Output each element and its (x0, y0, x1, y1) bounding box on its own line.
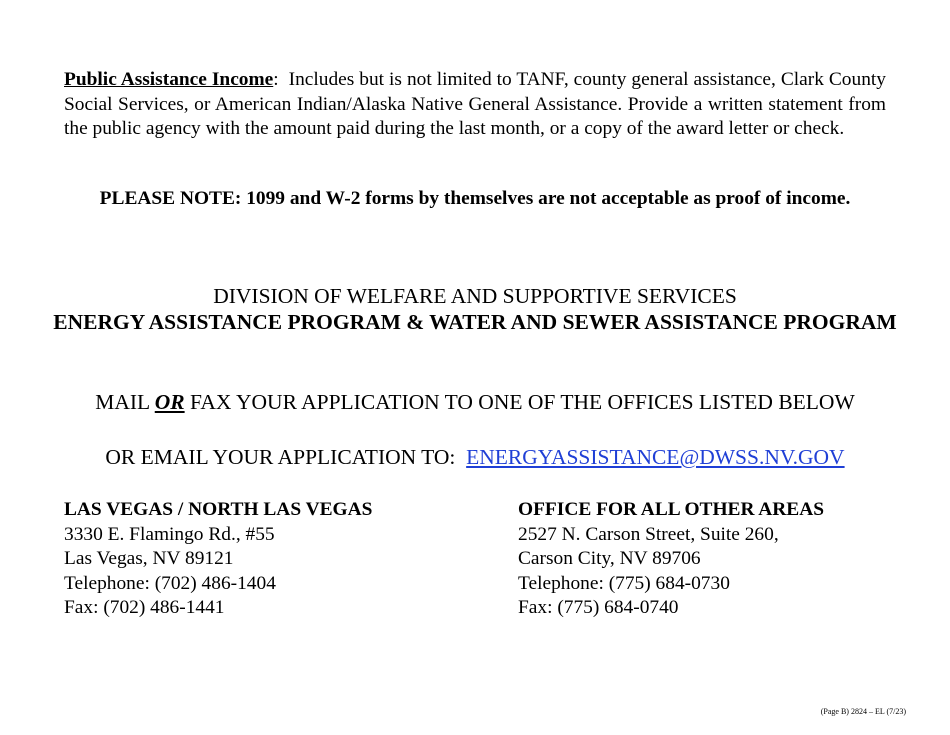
office-city: Carson City, NV 89706 (518, 548, 701, 569)
office-las-vegas (64, 498, 484, 621)
mail-text-after: FAX YOUR APPLICATION TO ONE OF THE OFFICES LISTED BELOW (184, 390, 855, 414)
public-assistance-term: Public Assistance Income (64, 69, 274, 90)
email-label: OR EMAIL YOUR APPLICATION TO: (105, 445, 456, 469)
program-title: ENERGY ASSISTANCE PROGRAM & WATER AND SEWER ASSISTANCE PROGRAM (53, 310, 897, 334)
email-instruction (0, 444, 950, 470)
mail-text-before: MAIL (95, 390, 155, 414)
public-assistance-paragraph (64, 68, 886, 142)
please-note: PLEASE NOTE: 1099 and W-2 forms by themselves are not acceptable as proof of income. (99, 188, 851, 209)
office-street: 3330 E. Flamingo Rd., #55 (64, 523, 275, 545)
mail-or-emphasis: OR (154, 390, 185, 414)
public-assistance-text: Includes but is not limited to TANF, county general assistance, Clark County Social Services, or American Indian/Alaska Native General Assistance. Provide a written statement from the public agency with the amount paid during the last month, or a copy of the award letter or check. (64, 69, 886, 139)
division-title: DIVISION OF WELFARE AND SUPPORTIVE SERVICES (213, 284, 737, 308)
email-address-link[interactable]: ENERGYASSISTANCE@DWSS.NV.GOV (466, 445, 845, 469)
office-telephone: Telephone: (702) 486-1404 (64, 572, 276, 594)
term-separator: : (273, 69, 279, 90)
office-fax: Fax: (702) 486-1441 (64, 597, 225, 618)
office-all-other-areas (518, 498, 908, 621)
office-street: 2527 N. Carson Street, Suite 260, (518, 523, 779, 545)
office-name: OFFICE FOR ALL OTHER AREAS (518, 499, 824, 520)
office-name: LAS VEGAS / NORTH LAS VEGAS (64, 499, 373, 520)
form-footer: (Page B) 2824 – EL (7/23) (820, 707, 906, 716)
office-telephone: Telephone: (775) 684-0730 (518, 572, 730, 594)
office-city: Las Vegas, NV 89121 (64, 548, 234, 569)
office-fax: Fax: (775) 684-0740 (518, 597, 679, 618)
mail-fax-instruction (0, 389, 950, 415)
